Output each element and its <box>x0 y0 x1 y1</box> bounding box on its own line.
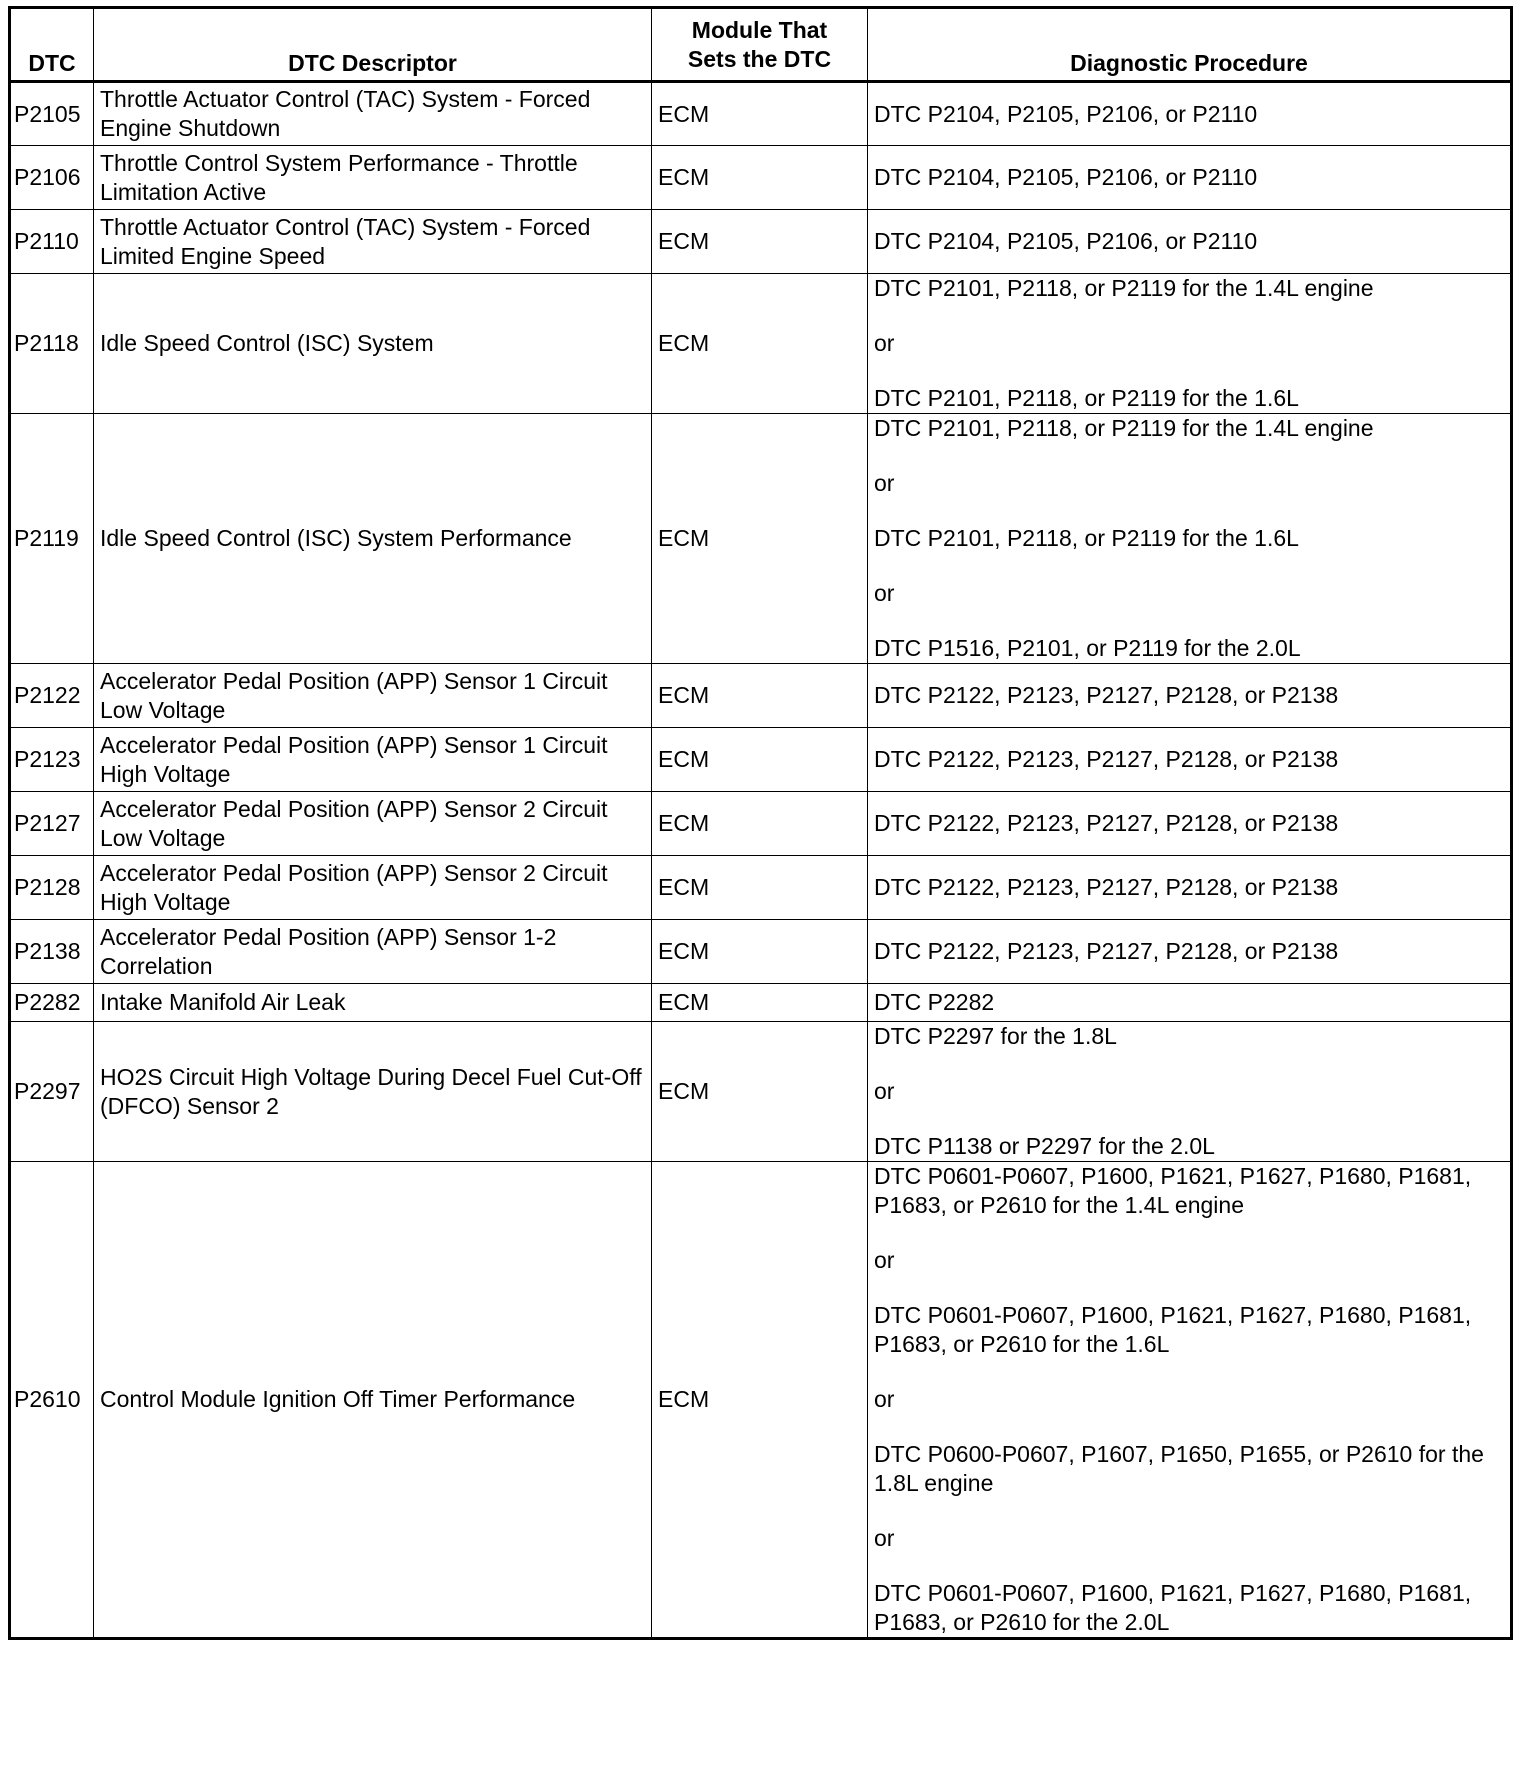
procedure-or: or <box>874 1078 895 1104</box>
cell-procedure <box>868 1162 1512 1639</box>
cell-procedure <box>868 1022 1512 1162</box>
procedure-spacer <box>874 1553 1504 1579</box>
cell-procedure <box>868 856 1512 920</box>
cell-procedure <box>868 792 1512 856</box>
procedure-or: or <box>874 1525 895 1551</box>
cell-module: ECM <box>652 414 868 664</box>
procedure-line: DTC P2122, P2123, P2127, P2128, or P2138 <box>874 874 1339 900</box>
procedure-line: DTC P2101, P2118, or P2119 for the 1.6L <box>874 525 1299 551</box>
procedure-spacer <box>874 358 1504 384</box>
cell-dtc: P2610 <box>10 1162 94 1639</box>
table-row <box>10 728 1512 792</box>
header-module <box>652 8 868 82</box>
procedure-line: DTC P1138 or P2297 for the 2.0L <box>874 1133 1215 1159</box>
cell-procedure <box>868 210 1512 274</box>
procedure-line: DTC P2282 <box>874 989 995 1015</box>
cell-module: ECM <box>652 792 868 856</box>
procedure-line: DTC P2122, P2123, P2127, P2128, or P2138 <box>874 746 1339 772</box>
cell-module: ECM <box>652 664 868 728</box>
cell-module: ECM <box>652 1162 868 1639</box>
procedure-spacer <box>874 553 1504 579</box>
cell-descriptor: Throttle Control System Performance - Throttle Limitation Active <box>94 146 652 210</box>
cell-procedure <box>868 664 1512 728</box>
cell-descriptor: Idle Speed Control (ISC) System Performance <box>94 414 652 664</box>
cell-procedure <box>868 82 1512 146</box>
cell-dtc: P2282 <box>10 984 94 1022</box>
procedure-line: DTC P2104, P2105, P2106, or P2110 <box>874 164 1258 190</box>
procedure-or: or <box>874 580 895 606</box>
cell-module: ECM <box>652 856 868 920</box>
procedure-spacer <box>874 1051 1504 1077</box>
procedure-or: or <box>874 330 895 356</box>
table-row <box>10 146 1512 210</box>
cell-descriptor: Control Module Ignition Off Timer Performance <box>94 1162 652 1639</box>
procedure-line: DTC P2122, P2123, P2127, P2128, or P2138 <box>874 682 1339 708</box>
cell-dtc: P2127 <box>10 792 94 856</box>
procedure-spacer <box>874 608 1504 634</box>
procedure-line: DTC P2122, P2123, P2127, P2128, or P2138 <box>874 810 1339 836</box>
cell-procedure <box>868 728 1512 792</box>
header-descriptor: DTC Descriptor <box>94 8 652 82</box>
table-header <box>10 8 1512 82</box>
header-module-line2: Sets the DTC <box>687 45 832 72</box>
procedure-line: DTC P2101, P2118, or P2119 for the 1.6L <box>874 385 1299 411</box>
cell-dtc: P2118 <box>10 274 94 414</box>
procedure-spacer <box>874 498 1504 524</box>
cell-module: ECM <box>652 984 868 1022</box>
cell-module: ECM <box>652 920 868 984</box>
cell-procedure <box>868 984 1512 1022</box>
table-row <box>10 664 1512 728</box>
procedure-line: DTC P0600-P0607, P1607, P1650, P1655, or P2610 for the 1.8L engine <box>874 1441 1484 1496</box>
table-body <box>10 82 1512 1639</box>
cell-descriptor: Accelerator Pedal Position (APP) Sensor 1-2 Correlation <box>94 920 652 984</box>
table-row <box>10 82 1512 146</box>
cell-dtc: P2138 <box>10 920 94 984</box>
procedure-line: DTC P2104, P2105, P2106, or P2110 <box>874 228 1258 254</box>
cell-dtc: P2128 <box>10 856 94 920</box>
cell-module: ECM <box>652 1022 868 1162</box>
procedure-spacer <box>874 1414 1504 1440</box>
cell-descriptor: HO2S Circuit High Voltage During Decel Fuel Cut-Off (DFCO) Sensor 2 <box>94 1022 652 1162</box>
cell-dtc: P2110 <box>10 210 94 274</box>
table-row <box>10 1022 1512 1162</box>
table-row <box>10 274 1512 414</box>
cell-module: ECM <box>652 728 868 792</box>
cell-descriptor: Intake Manifold Air Leak <box>94 984 652 1022</box>
procedure-line: DTC P0601-P0607, P1600, P1621, P1627, P1680, P1681, P1683, or P2610 for the 2.0L <box>874 1580 1472 1635</box>
procedure-or: or <box>874 1386 895 1412</box>
cell-descriptor: Accelerator Pedal Position (APP) Sensor 1 Circuit Low Voltage <box>94 664 652 728</box>
header-dtc: DTC <box>10 8 94 82</box>
cell-descriptor: Accelerator Pedal Position (APP) Sensor 1 Circuit High Voltage <box>94 728 652 792</box>
table-row <box>10 414 1512 664</box>
procedure-line: DTC P2122, P2123, P2127, P2128, or P2138 <box>874 938 1339 964</box>
cell-module: ECM <box>652 274 868 414</box>
cell-module: ECM <box>652 146 868 210</box>
procedure-line: DTC P2104, P2105, P2106, or P2110 <box>874 100 1258 127</box>
cell-descriptor: Idle Speed Control (ISC) System <box>94 274 652 414</box>
cell-procedure <box>868 920 1512 984</box>
cell-dtc: P2123 <box>10 728 94 792</box>
procedure-spacer <box>874 1106 1504 1132</box>
procedure-line: DTC P1516, P2101, or P2119 for the 2.0L <box>874 635 1301 661</box>
procedure-spacer <box>874 1220 1504 1246</box>
table-row <box>10 792 1512 856</box>
header-procedure: Diagnostic Procedure <box>868 8 1512 82</box>
cell-procedure <box>868 274 1512 414</box>
procedure-line: DTC P0601-P0607, P1600, P1621, P1627, P1680, P1681, P1683, or P2610 for the 1.4L engine <box>874 1163 1472 1218</box>
cell-module: ECM <box>652 82 868 146</box>
cell-procedure <box>868 414 1512 664</box>
procedure-or: or <box>874 1247 895 1273</box>
cell-descriptor: Accelerator Pedal Position (APP) Sensor 2 Circuit Low Voltage <box>94 792 652 856</box>
cell-dtc: P2297 <box>10 1022 94 1162</box>
procedure-spacer <box>874 303 1504 329</box>
procedure-line: DTC P2101, P2118, or P2119 for the 1.4L engine <box>874 275 1374 301</box>
procedure-line: DTC P2297 for the 1.8L <box>874 1023 1117 1049</box>
procedure-or: or <box>874 470 895 496</box>
cell-dtc: P2106 <box>10 146 94 210</box>
cell-descriptor: Throttle Actuator Control (TAC) System - Forced Limited Engine Speed <box>94 210 652 274</box>
cell-module: ECM <box>652 210 868 274</box>
procedure-line: DTC P0601-P0607, P1600, P1621, P1627, P1680, P1681, P1683, or P2610 for the 1.6L <box>874 1302 1472 1357</box>
cell-procedure <box>868 146 1512 210</box>
header-module-line1: Module That <box>691 16 828 43</box>
cell-dtc: P2105 <box>10 82 94 146</box>
table-row <box>10 856 1512 920</box>
header-row <box>10 8 1512 82</box>
cell-dtc: P2122 <box>10 664 94 728</box>
dtc-table-page <box>8 6 1510 1640</box>
cell-descriptor: Throttle Actuator Control (TAC) System - Forced Engine Shutdown <box>94 82 652 146</box>
dtc-table <box>8 6 1513 1640</box>
table-row <box>10 920 1512 984</box>
procedure-line: DTC P2101, P2118, or P2119 for the 1.4L engine <box>874 415 1374 441</box>
table-row <box>10 210 1512 274</box>
procedure-spacer <box>874 1498 1504 1524</box>
table-row <box>10 984 1512 1022</box>
procedure-spacer <box>874 1359 1504 1385</box>
cell-descriptor: Accelerator Pedal Position (APP) Sensor 2 Circuit High Voltage <box>94 856 652 920</box>
procedure-spacer <box>874 1275 1504 1301</box>
procedure-spacer <box>874 443 1504 469</box>
table-row <box>10 1162 1512 1639</box>
cell-dtc: P2119 <box>10 414 94 664</box>
